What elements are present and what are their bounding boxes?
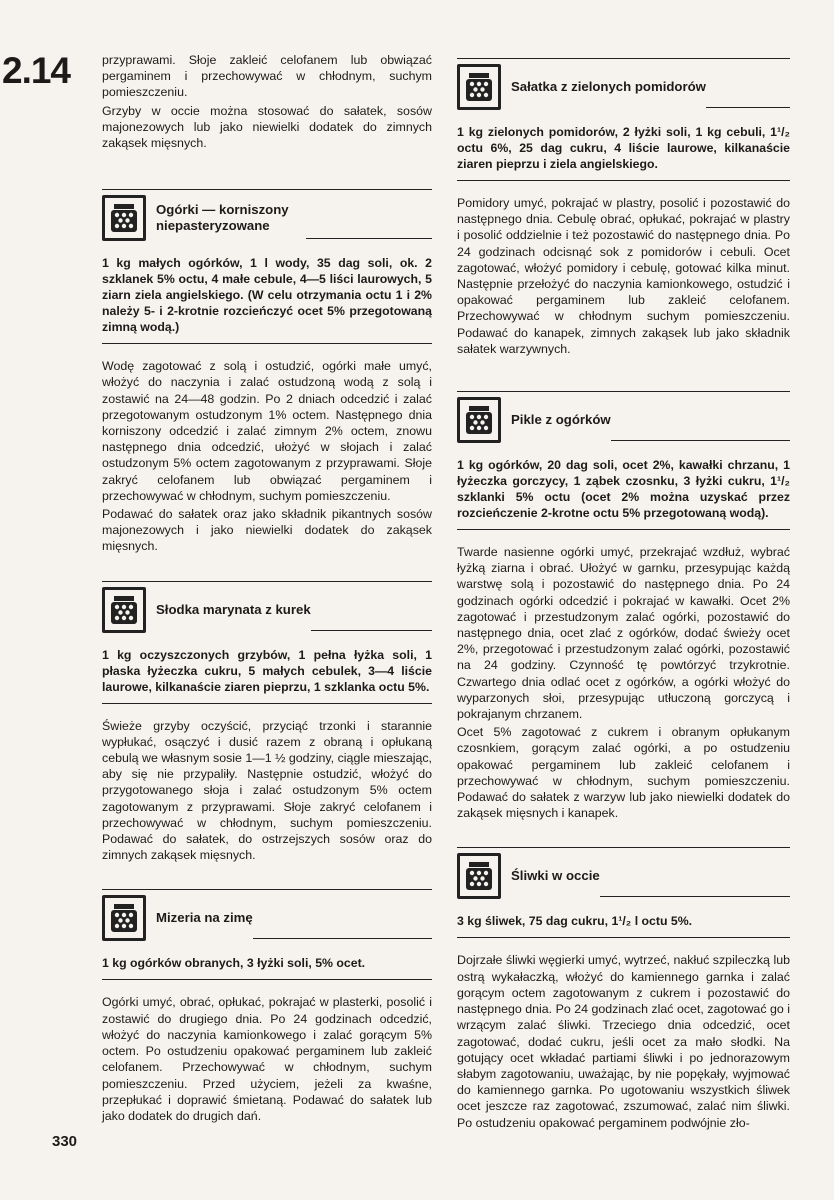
intro-paragraph: przyprawami. Słoje zakleić celofanem lub obwiązać pergaminem i przechowywać w chłodnym, suchym pomieszczeniu.: [102, 53, 432, 100]
recipe-mizeria: [102, 889, 432, 1124]
recipe-ingredients: 3 kg śliwek, 75 dag cukru, 1¹/₂ l octu 5%.: [457, 913, 790, 938]
recipe-kurki: [102, 581, 432, 864]
section-divider: [457, 847, 790, 848]
recipe-method: Podawać do sałatek oraz jako składnik pikantnych sosów majonezowych i jako niewielki dodatek do zakąsek mięsnych.: [102, 507, 432, 554]
recipe-title: Słodka marynata z kurek: [156, 601, 311, 617]
jar-icon: [457, 853, 501, 899]
recipe-method: Świeże grzyby oczyścić, przyciąć trzonki i starannie wypłukać, osączyć i dusić razem z obraną i opłukaną cebulą we własnym sosie 1—1 ½ godziny, ciągle mieszając, aby się nie przypaliły. Następnie ostudzić, włożyć do przygotowanego słoja i zalać ostudzonym 5% octem zagotowanym z przyprawami. Słoje zakryć celofanem i przechowywać w chłodnym, suchym pomieszczeniu. Podawać do sałatek, do ostrzejszych sosów oraz do zimnych zakąsek mięsnych.: [102, 718, 432, 863]
recipe-method: Ogórki umyć, obrać, opłukać, pokrajać w plasterki, posolić i zostawić do drugiego dnia. Po 24 godzinach odcedzić, włożyć do naczynia kamionkowego i zalać gorącym 5% octem. Po ostudzeniu opakować pergaminem lub zakleić celofanem. Przechowywać w chłodnym, suchym pomieszczeniu. Przed użyciem, jeżeli za kwaśne, przepłukać i doprawić śmietaną. Podawać do sałatek lub jako dodatek do drugich dań.: [102, 995, 432, 1123]
recipe-method: Dojrzałe śliwki węgierki umyć, wytrzeć, nakłuć szpileczką lub ostrą wykałaczką, włożyć do kamiennego garnka i zalać gorącym octem zagotowanym z cukrem i pozostawić do następnego dnia. Po 24 godzinach zlać ocet, zagotować go i wrzącym zalać śliwki. Trzeciego dnia odcedzić, ocet zagotować, dodać cukru, jeśli ocet za mało słodki. Na gotujący ocet wkładać partiami śliwki i po jednorazowym słabym zagotowaniu, uważając, by nie popękały, wyjmować do kamiennego garnka. Po ugotowaniu wszystkich śliwek ocet jeszcze raz zagotować, zszumować, zalać nim śliwki. Po ostudzeniu opakować pergaminem podwójnie zło-: [457, 953, 790, 1130]
section-divider: [457, 391, 790, 392]
recipe-title: Pikle z ogórków: [511, 412, 611, 428]
chapter-number: 2.14: [2, 50, 71, 91]
recipe-method: Ocet 5% zagotować z cukrem i obranym opłukanym czosnkiem, gorącym zalać ogórki, a po ostudzeniu opakować pergaminem lub zakleić celofanem i przechowywać w chłodnym, suchym pomieszczeniu. Podawać do sałatek z warzyw lub jako niewielki dodatek do zakąsek mięsnych i kanapek.: [457, 725, 790, 821]
recipe-title: Mizeria na zimę: [156, 910, 253, 926]
jar-icon: [102, 587, 146, 633]
recipe-ingredients: 1 kg ogórków obranych, 3 łyżki soli, 5% ocet.: [102, 955, 432, 980]
recipe-method: Twarde nasienne ogórki umyć, przekrajać wzdłuż, wybrać łyżką ziarna i obrać. Ułożyć w garnku, przesypując każdą warstwę solą i pozostawić do następnego dnia. Po 24 godzinach ogórki odcedzić i pokrajać w kawałki. Ocet 2% zagotować i przestudzonym zalać ogórki, pozostawić do następnego dnia, ocet zlać z ogórków, dodać świeży ocet 2%, przegotować i przestudzonym zalać ogórki, pozostawić na 24 godziny. Czynność tę powtórzyć trzykrotnie. Czwartego dnia odlać ocet z ogórków, a ogórki włożyć do wyparzonych słoi, przesypując utłuczoną gorczycą i pokrajanym chrzanem.: [457, 545, 790, 722]
recipe-pikle: [457, 391, 790, 821]
jar-icon: [457, 397, 501, 443]
recipe-method: Pomidory umyć, pokrajać w plastry, posolić i pozostawić do następnego dnia. Cebulę obrać, opłukać, pokrajać w plastry i posolić oddzielnie i też pozostawić do następnego dnia. Po 24 godzinach odcisnąć sok z pomidorów i cebuli. Ocet zagotować, włożyć pomidory i cebulę, gotować kilka minut. Następnie przełożyć do naczynia kamionkowego, ostudzić i opakować pergaminem lub zakleić celofanem. Przechowywać w chłodnym suchym pomieszczeniu. Podawać do kanapek, zimnych zakąsek lub jako składnik sałatek warzywnych.: [457, 196, 790, 356]
jar-icon: [457, 64, 501, 110]
jar-icon: [102, 195, 146, 241]
recipe-sliwki: [457, 847, 790, 1130]
recipe-method: Wodę zagotować z solą i ostudzić, ogórki małe umyć, włożyć do naczynia i zalać ostudzoną wodą z solą i zostawić na 24—48 godzin. Po 2 dniach odcedzić i zalać przegotowanym ostudzonym 1% octem. Następnego dnia korniszony odcedzić i zalać zimnym 2% octem, znowu następnego dnia odcedzić, ułożyć w słojach i zalać ostudzonym 5% octem zagotowanym z przyprawami. Słoje zakryć celofanem lub obwiązać pergaminem i przechowywać w chłodnym, suchym pomieszczeniu.: [102, 359, 432, 503]
section-divider: [102, 189, 432, 190]
page-number: 330: [52, 1133, 78, 1150]
recipe-ingredients: 1 kg małych ogórków, 1 l wody, 35 dag soli, ok. 2 szklanek 5% octu, 4 małe cebule, 4—5 liści laurowych, 5 ziarn ziela angielskiego. (W celu otrzymania octu 1 i 2% należy 5- i 2-krotnie rozcieńczyć ocet 5% przegotowaną zimną wodą.): [102, 255, 432, 344]
recipe-ingredients: 1 kg zielonych pomidorów, 2 łyżki soli, 1 kg cebuli, 1¹/₂ octu 6%, 25 dag cukru, 4 liście laurowe, kilkanaście ziaren pieprzu i ziela angielskiego.: [457, 124, 790, 181]
recipe-ingredients: 1 kg oczyszczonych grzybów, 1 pełna łyżka soli, 1 płaska łyżeczka cukru, 5 małych cebulek, 3—4 liście laurowe, kilkanaście ziaren pieprzu, 1 szklanka octu 5%.: [102, 647, 432, 704]
recipe-zielone-pomidory: [457, 58, 790, 357]
recipe-title: Śliwki w occie: [511, 868, 600, 884]
section-divider: [102, 889, 432, 890]
section-divider: [457, 58, 790, 59]
recipe-ingredients: 1 kg ogórków, 20 dag soli, ocet 2%, kawałki chrzanu, 1 łyżeczka gorczycy, 1 ząbek czosnku, 3 łyżki cukru, 1¹/₂ szklanki 5% octu (ocet 2% można uzyskać przez rozcieńczenie 2-krotne octu 5% przegotowaną wodą).: [457, 457, 790, 530]
section-divider: [102, 581, 432, 582]
intro-paragraph: Grzyby w occie można stosować do sałatek, sosów majonezowych lub jako niewielki dodatek do zimnych zakąsek mięsnych.: [102, 103, 432, 151]
recipe-korniszony: [102, 189, 432, 554]
right-column: [457, 58, 790, 1131]
recipe-title: Sałatka z zielonych pomidorów: [511, 79, 706, 94]
jar-icon: [102, 895, 146, 941]
left-column: [102, 52, 432, 1124]
recipe-title: Ogórki — korniszony niepasteryzowane: [156, 202, 289, 234]
